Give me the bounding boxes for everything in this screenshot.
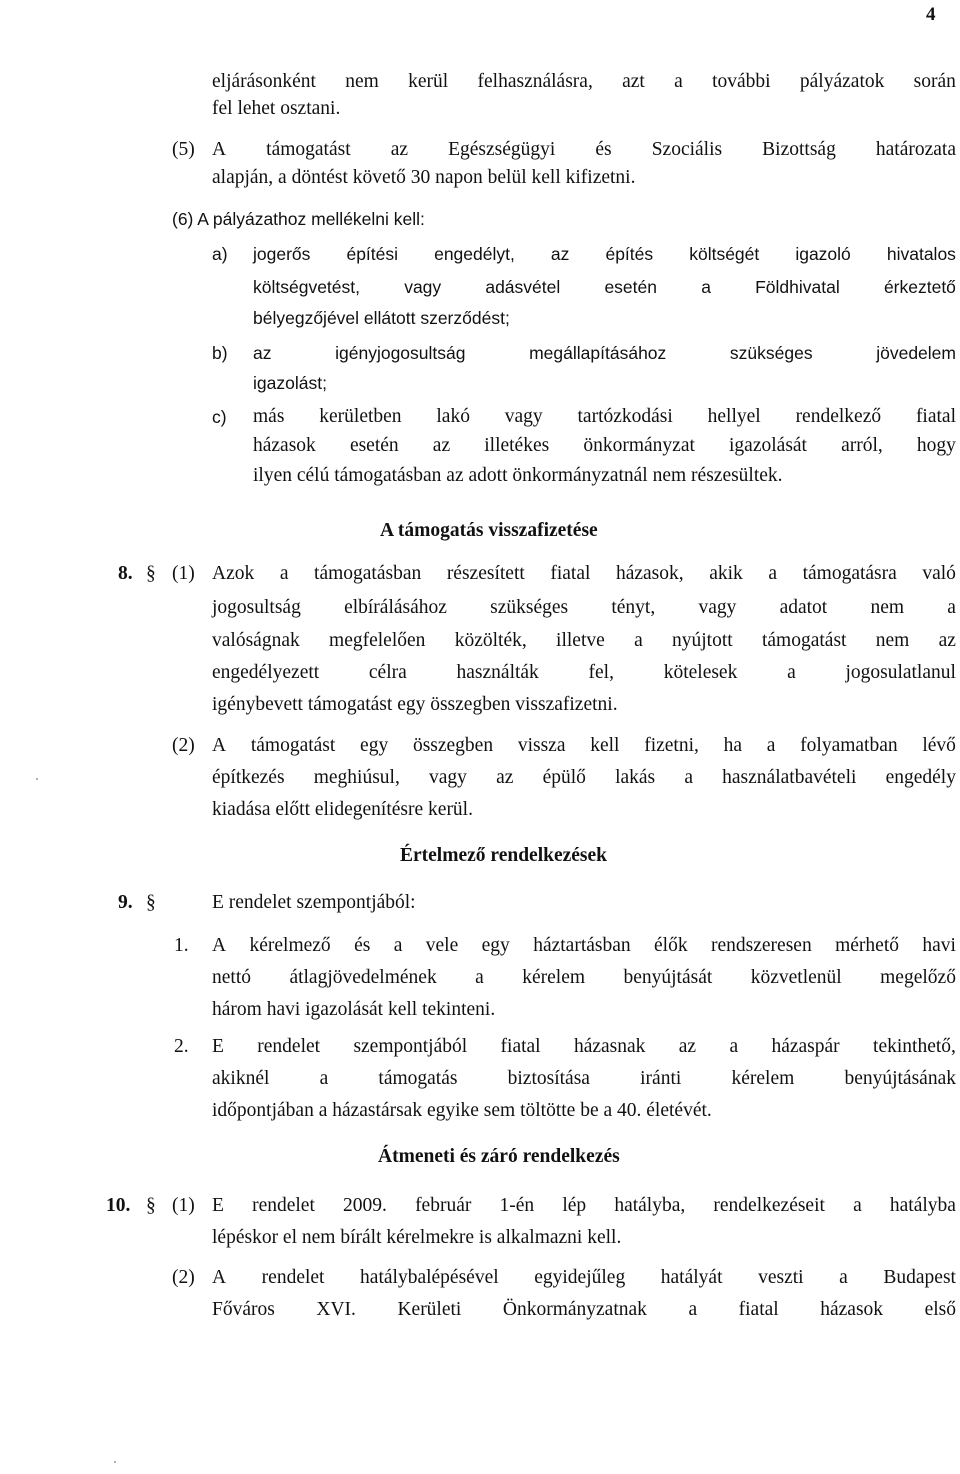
word: költségvetést, (253, 277, 360, 297)
word: fiatal (550, 563, 591, 584)
word: szempontjából (353, 1036, 468, 1057)
word: a (475, 967, 484, 988)
word: kötelesek (663, 662, 738, 683)
text-line: három havi igazolását kell tekinteni. (212, 999, 496, 1020)
paragraph-number: (1) (172, 1195, 195, 1216)
word: Egészségügyi (448, 139, 556, 160)
word: A (212, 139, 227, 160)
text-line: igazolást; (253, 373, 327, 393)
text-line: ilyen célú támogatásban az adott önkormányzatnál nem részesültek. (253, 465, 783, 486)
text-line: kiadása előtt elidegenítésre kerül. (212, 799, 473, 820)
scan-speck (114, 1461, 116, 1463)
word: illetve (556, 630, 605, 651)
word: megfelelően (329, 630, 426, 651)
section-heading: A támogatás visszafizetése (380, 520, 598, 541)
word: rendelet (257, 1036, 321, 1057)
word: egy (360, 735, 389, 756)
text-line: bélyegzőjével ellátott szerződést; (253, 308, 510, 328)
word: a (688, 1299, 698, 1320)
word: érkeztető (883, 277, 956, 297)
word: élők (654, 935, 688, 956)
word: támogatást (266, 139, 351, 160)
word: kerül (408, 71, 449, 92)
word: megelőző (880, 967, 956, 988)
word: adatot (779, 597, 828, 618)
paragraph-number: (5) (172, 139, 195, 160)
word: Kerületi (397, 1299, 462, 1320)
section-heading: Értelmező rendelkezések (400, 845, 608, 866)
word: építési (346, 244, 399, 264)
word: nem (875, 630, 910, 651)
word: a (787, 662, 796, 683)
word: a (768, 563, 778, 584)
word: biztosítása (507, 1068, 590, 1089)
word: házasok, (615, 563, 684, 584)
text-line: igénybevett támogatást egy összegben visszafizetni. (212, 694, 618, 715)
word: Földhivatal (755, 277, 840, 297)
word: kell (590, 735, 620, 756)
word: hatályba (889, 1195, 956, 1216)
word: során (913, 71, 956, 92)
text-line: lépéskor el nem bírált kérelmekre is alkalmazni kell. (212, 1227, 622, 1248)
paragraph-number: (2) (172, 1267, 195, 1288)
word: összegben (412, 735, 494, 756)
word: tartózkodási (577, 406, 673, 427)
word: fiatal (738, 1299, 779, 1320)
word: folyamatban (800, 735, 898, 756)
word: eljárásonként (212, 71, 316, 92)
word: az (390, 139, 409, 160)
word: az (496, 767, 514, 788)
word: támogatásra (802, 563, 897, 584)
word: egyidejűleg (534, 1267, 626, 1288)
section-number: 10. (106, 1195, 131, 1216)
word: és (354, 935, 371, 956)
word: és (595, 139, 612, 160)
word: engedély (885, 767, 956, 788)
section-sign: § (146, 563, 156, 584)
list-label: c) (212, 407, 227, 427)
word: nyújtott (672, 630, 733, 651)
word: kérelmező (249, 935, 331, 956)
text-line (253, 345, 956, 363)
text-line (212, 1069, 956, 1089)
section-sign: § (146, 1195, 156, 1216)
word: közvetlenül (750, 967, 842, 988)
word: hivatalos (886, 244, 956, 264)
word: veszti (758, 1267, 804, 1288)
word: meghiúsul, (313, 767, 400, 788)
text-line (253, 246, 956, 264)
word: akiknél (212, 1068, 270, 1089)
word: jogosultság (212, 597, 301, 618)
list-label: a) (212, 244, 228, 264)
word: engedélyt, (434, 244, 515, 264)
word: kerületben (319, 406, 402, 427)
word: a (839, 1267, 848, 1288)
word: fel, (588, 662, 614, 683)
word: tekinthető, (873, 1036, 956, 1057)
word: a (319, 1068, 329, 1089)
word: a (947, 597, 956, 618)
word: engedélyezett (212, 662, 320, 683)
word: Bizottság (762, 139, 836, 160)
section-number: 8. (118, 563, 133, 584)
word: azt (622, 71, 645, 92)
word: használatbavételi (722, 767, 857, 788)
word: hellyel (707, 406, 761, 427)
word: nem (345, 71, 379, 92)
word: Főváros (212, 1299, 275, 1320)
word: A (212, 1267, 227, 1288)
text-line: (6) A pályázathoz mellékelni kell: (172, 209, 425, 229)
word: házasok (820, 1299, 884, 1320)
word: közölték, (454, 630, 527, 651)
word: rendszeresen (711, 935, 812, 956)
word: benyújtását (623, 967, 713, 988)
word: lép (562, 1195, 587, 1216)
word: való (922, 563, 956, 584)
word: esetén (604, 277, 657, 297)
section-sign: § (146, 892, 156, 913)
word: illetékes (484, 435, 550, 456)
word: rendelkezéseit (713, 1195, 825, 1216)
word: szükséges (490, 597, 569, 618)
word: fiatal (915, 406, 956, 427)
paragraph-number: (1) (172, 563, 195, 584)
word: támogatásban (314, 563, 422, 584)
word: E (212, 1195, 224, 1216)
word: építkezés (212, 767, 285, 788)
word: Szociális (651, 139, 723, 160)
word: rendelet (261, 1267, 325, 1288)
text-line (212, 736, 956, 756)
text-line: időpontjában a házastársak egyike sem töltötte be a 40. életévét. (212, 1100, 712, 1121)
word: első (924, 1299, 956, 1320)
word: építés (605, 244, 654, 264)
word: egy (481, 935, 510, 956)
word: igazolását (729, 435, 807, 456)
word: jogosulatlanul (845, 662, 956, 683)
word: Budapest (883, 1267, 956, 1288)
word: vagy (698, 597, 737, 618)
word: havi (922, 935, 956, 956)
word: szükséges (729, 343, 813, 363)
word: E (212, 1036, 224, 1057)
word: valóságnak (212, 630, 300, 651)
word: önkormányzat (583, 435, 695, 456)
word: Önkormányzatnak (502, 1299, 647, 1320)
word: épülő (542, 767, 586, 788)
word: lévő (922, 735, 956, 756)
word: A (212, 935, 227, 956)
text-line (212, 936, 956, 956)
word: fiatal (500, 1036, 541, 1057)
word: tényt, (611, 597, 656, 618)
word: a (701, 277, 711, 297)
word: esetén (349, 435, 399, 456)
word: Azok (212, 563, 255, 584)
word: az (432, 435, 451, 456)
word: az (938, 630, 956, 651)
section-heading: Átmeneti és záró rendelkezés (378, 1146, 620, 1167)
text-line (212, 140, 956, 160)
word: elbírálásához (344, 597, 447, 618)
word: ha (723, 735, 743, 756)
word: támogatás (378, 1068, 458, 1089)
word: határozata (875, 139, 956, 160)
word: pályázatok (799, 71, 885, 92)
page-number: 4 (926, 4, 936, 25)
word: támogatást (761, 630, 847, 651)
word: kérelem (731, 1068, 795, 1089)
word: más (253, 406, 285, 427)
word: XVI. (316, 1299, 356, 1320)
word: az (550, 244, 570, 264)
word: arról, (841, 435, 883, 456)
word: mérhető (835, 935, 899, 956)
word: benyújtásának (844, 1068, 956, 1089)
word: az (253, 343, 272, 363)
word: vagy (504, 406, 543, 427)
word: házasok (253, 435, 316, 456)
scan-speck (36, 778, 38, 780)
word: a (684, 767, 693, 788)
word: igényjogosultság (335, 343, 466, 363)
text-line (253, 436, 956, 456)
word: A (212, 735, 227, 756)
word: lakás (615, 767, 656, 788)
text-line (212, 1268, 956, 1288)
word: 1-én (499, 1195, 535, 1216)
text-line (212, 564, 956, 584)
word: vagy (429, 767, 467, 788)
word: célra (368, 662, 407, 683)
word: felhasználásra, (477, 71, 593, 92)
text-line (253, 279, 956, 297)
list-label: b) (212, 343, 228, 363)
word: rendelet (252, 1195, 315, 1216)
text-line (212, 1037, 956, 1057)
text-line (212, 968, 956, 988)
word: támogatást (250, 735, 336, 756)
word: részesített (446, 563, 525, 584)
text-line (253, 407, 956, 427)
word: igazoló (795, 244, 851, 264)
text-line (212, 1300, 956, 1320)
text-line (212, 663, 956, 683)
text-line (212, 72, 956, 92)
word: 2009. (343, 1195, 387, 1216)
word: nem (870, 597, 905, 618)
word: használták (456, 662, 539, 683)
word: vissza (517, 735, 566, 756)
word: a (279, 563, 289, 584)
text-line (212, 598, 956, 618)
word: a (729, 1036, 739, 1057)
word: hatálybalépésével (360, 1267, 499, 1288)
word: a (393, 935, 403, 956)
paragraph-number: (2) (172, 735, 195, 756)
word: adásvétel (485, 277, 561, 297)
word: hatályba, (614, 1195, 686, 1216)
word: lakó (436, 406, 470, 427)
section-number: 9. (118, 892, 133, 913)
word: házasnak (573, 1036, 646, 1057)
word: kérelem (522, 967, 586, 988)
word: további (712, 71, 771, 92)
text-line: alapján, a döntést követő 30 napon belül kell kifizetni. (212, 167, 636, 188)
word: a (674, 71, 683, 92)
word: február (415, 1195, 472, 1216)
word: a (634, 630, 643, 651)
word: akik (709, 563, 743, 584)
text-line: E rendelet szempontjából: (212, 892, 416, 913)
word: átlagjövedelmének (289, 967, 437, 988)
word: háztartásban (533, 935, 631, 956)
word: fizetni, (644, 735, 699, 756)
word: hatályát (660, 1267, 723, 1288)
word: az (678, 1036, 697, 1057)
word: nettó (212, 967, 251, 988)
word: rendelkező (795, 406, 882, 427)
text-line (212, 631, 956, 651)
word: a (766, 735, 776, 756)
list-number: 1. (174, 935, 189, 956)
list-number: 2. (174, 1036, 189, 1057)
word: vele (425, 935, 459, 956)
text-line (212, 768, 956, 788)
text-line: fel lehet osztani. (212, 98, 341, 119)
word: hogy (916, 435, 956, 456)
word: vagy (404, 277, 442, 297)
word: jövedelem (876, 343, 956, 363)
word: iránti (640, 1068, 682, 1089)
word: költségét (689, 244, 760, 264)
word: házaspár (771, 1036, 840, 1057)
word: jogerős (253, 244, 311, 264)
text-line (212, 1196, 956, 1216)
word: megállapításához (529, 343, 667, 363)
word: a (853, 1195, 862, 1216)
